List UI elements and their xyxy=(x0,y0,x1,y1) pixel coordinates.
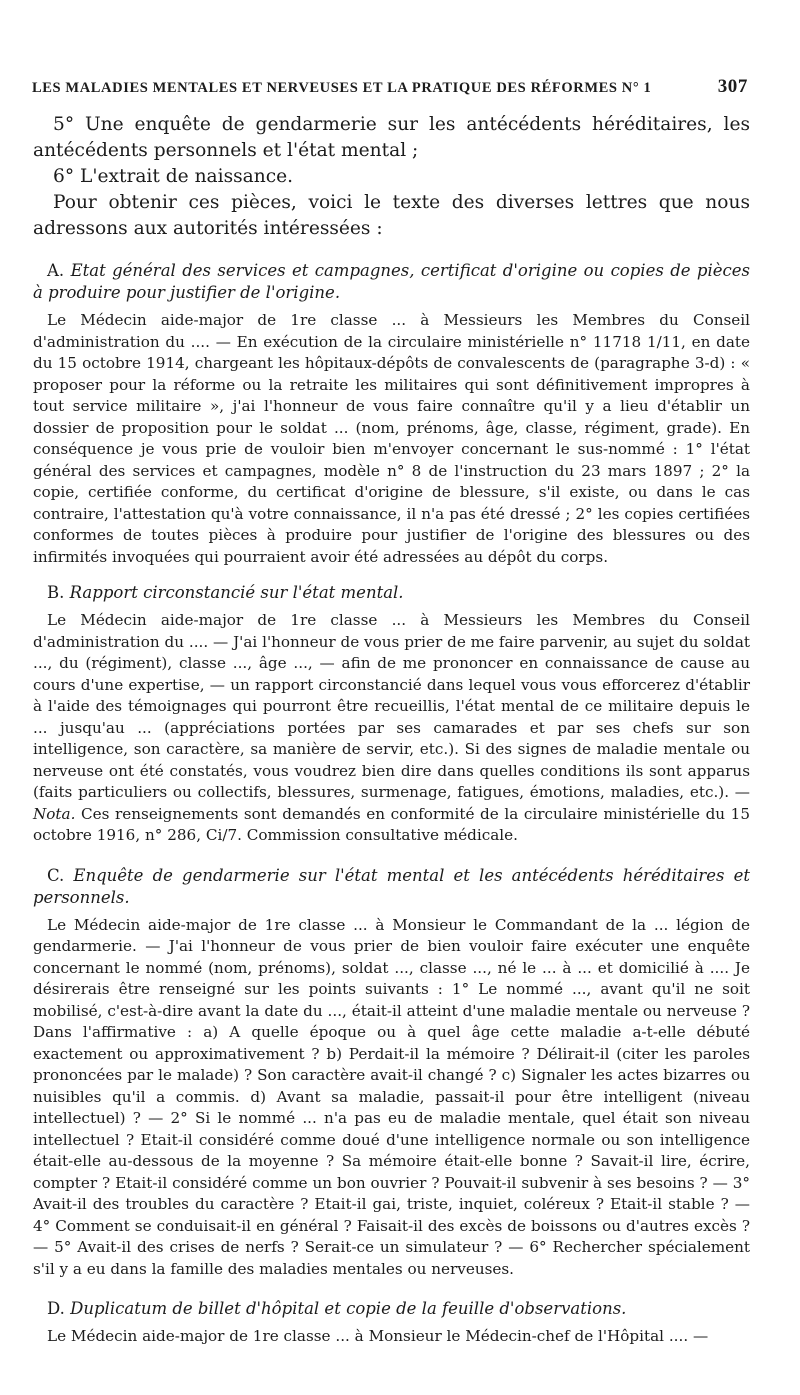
section-b-text: Le Médecin aide-major de 1re classe ... à Messieurs les Membres du Conseil d'administration du .... — J'ai l'honneur de vous prier de me faire parvenir, au sujet du soldat ..., du (régiment), classe ..., âge ..., — afin de me prononcer en connaissance de cause au cours d'une expertise, — un rapport circonstancié dans lequel vous vous efforcerez d'établir à l'aide des témoignages qui pourront être recueillis, l'état mental de ce militaire depuis le ... jusqu'au ... (appréciations portées par ses camarades et par ses chefs sur son intelligence, son caractère, sa manière de servir, etc.). Si des signes de maladie mentale ou nerveuse ont été constatés, vous voudrez bien dire dans quelles conditions ils sont apparus (faits particuliers ou collectifs, blessures, surmenage, fatigues, émotions, maladies, etc.). — xyxy=(33,611,750,801)
running-title: LES MALADIES MENTALES ET NERVEUSES ET LA PRATIQUE DES RÉFORMES N° 1 xyxy=(32,80,652,96)
nota-label: Nota. xyxy=(33,804,76,823)
section-d-text: Le Médecin aide-major de 1re classe ... à Monsieur le Médecin-chef de l'Hôpital .... — xyxy=(47,1327,709,1345)
intro-item-6: 6° L'extrait de naissance. xyxy=(53,166,294,187)
section-c-text: Le Médecin aide-major de 1re classe ... à Monsieur le Commandant de la ... légion de gendarmerie. — J'ai l'honneur de vous prier de bien vouloir faire exécuter une enquête concernant le nommé (nom, prénoms), soldat ..., classe ..., né le ... à ... et domicilié à .... Je désirerais être renseigné sur les points suivants : 1° Le nommé ..., avant qu'il ne soit mobilisé, c'est-à-dire avant la date du ..., était-il atteint d'une maladie mentale ou nerveuse ? Dans l'affirmative : a) A quelle époque ou à quel âge cette maladie a-t-elle débuté exactement ou approximativement ? b) Perdait-il la mémoire ? Délirait-il (citer les paroles prononcées par le malade) ? Son caractère avait-il changé ? c) Signaler les actes bizarres ou nuisibles qu'il a commis. d) Avant sa maladie, passait-il pour être intelligent (niveau intellectuel) ? — 2° Si le nommé ... n'a pas eu de maladie mentale, quel était son niveau intellectuel ? Etait-il considéré comme doué d'une intelligence normale ou son intelligence était-elle au-dessous de la moyenne ? Sa mémoire était-elle bonne ? Savait-il lire, écrire, compter ? Etait-il considéré comme un bon ouvrier ? Pouvait-il subvenir à ses besoins ? — 3° Avait-il des troubles du caractère ? Etait-il gai, triste, inquiet, coléreux ? Etait-il stable ? — 4° Comment se conduisait-il en général ? Faisait-il des excès de boissons ou d'autres excès ? — 5° Avait-il des crises de nerfs ? Serait-ce un simulateur ? — 6° Rechercher spécialement s'il y a eu dans la famille des maladies mentales ou nerveuses. xyxy=(33,915,750,1278)
intro-item-5: 5° Une enquête de gendarmerie sur les antécédents héréditaires, les antécédents personnels et l'état mental ; xyxy=(33,114,750,161)
section-a-heading xyxy=(33,260,750,304)
section-c-title: Enquête de gendarmerie sur l'état mental et les antécédents héréditaires et personnels. xyxy=(33,865,750,907)
section-d-heading xyxy=(33,1298,750,1320)
page-number: 307 xyxy=(717,76,748,97)
section-d-title: Duplicatum de billet d'hôpital et copie de la feuille d'observations. xyxy=(70,1299,627,1318)
section-a-text: Le Médecin aide-major de 1re classe ... à Messieurs les Membres du Conseil d'administration du .... — En exécution de la circulaire ministérielle n° 11718 1/11, en date du 15 octobre 1914, chargeant les hôpitaux-dépôts de convalescents de (paragraphe 3-d) : « proposer pour la réforme ou la retraite les militaires qui sont définitivement impropres à tout service militaire », j'ai l'honneur de vous faire connaître qu'il y a lieu d'établir un dossier de proposition pour le soldat ... (nom, prénoms, âge, classe, régiment, grade). En conséquence je vous prie de vouloir bien m'envoyer concernant le sus-nommé : 1° l'état général des services et campagnes, modèle n° 8 de l'instruction du 23 mars 1897 ; 2° la copie, certifiée conforme, du certificat d'origine de blessure, s'il existe, ou dans le cas contraire, l'attestation qu'à votre connaissance, il n'a pas été dressé ; 2° les copies certifiées conformes de toutes pièces à produire pour justifier de l'origine des blessures ou des infirmités invoquées qui pourraient avoir été adressées au dépôt du corps. xyxy=(33,311,750,566)
section-c-letter: C. xyxy=(47,865,65,885)
section-d-letter: D. xyxy=(47,1299,65,1318)
section-b-letter: B. xyxy=(47,583,65,602)
intro-lead: Pour obtenir ces pièces, voici le texte des diverses lettres que nous adressons aux autorités intéressées : xyxy=(33,192,750,239)
running-header xyxy=(32,76,748,98)
section-a-title: Etat général des services et campagnes, certificat d'origine ou copies de pièces à produire pour justifier de l'origine. xyxy=(33,261,750,302)
section-a-letter: A. xyxy=(47,261,65,280)
section-b-heading xyxy=(33,582,750,604)
section-b-body xyxy=(33,610,750,847)
section-c-heading xyxy=(33,865,750,909)
nota-text: Ces renseignements sont demandés en conformité de la circulaire ministérielle du 15 octobre 1916, n° 286, Ci/7. Commission consultative médicale. xyxy=(33,804,750,844)
page-body xyxy=(33,112,750,1348)
section-b-title: Rapport circonstancié sur l'état mental. xyxy=(69,583,404,602)
